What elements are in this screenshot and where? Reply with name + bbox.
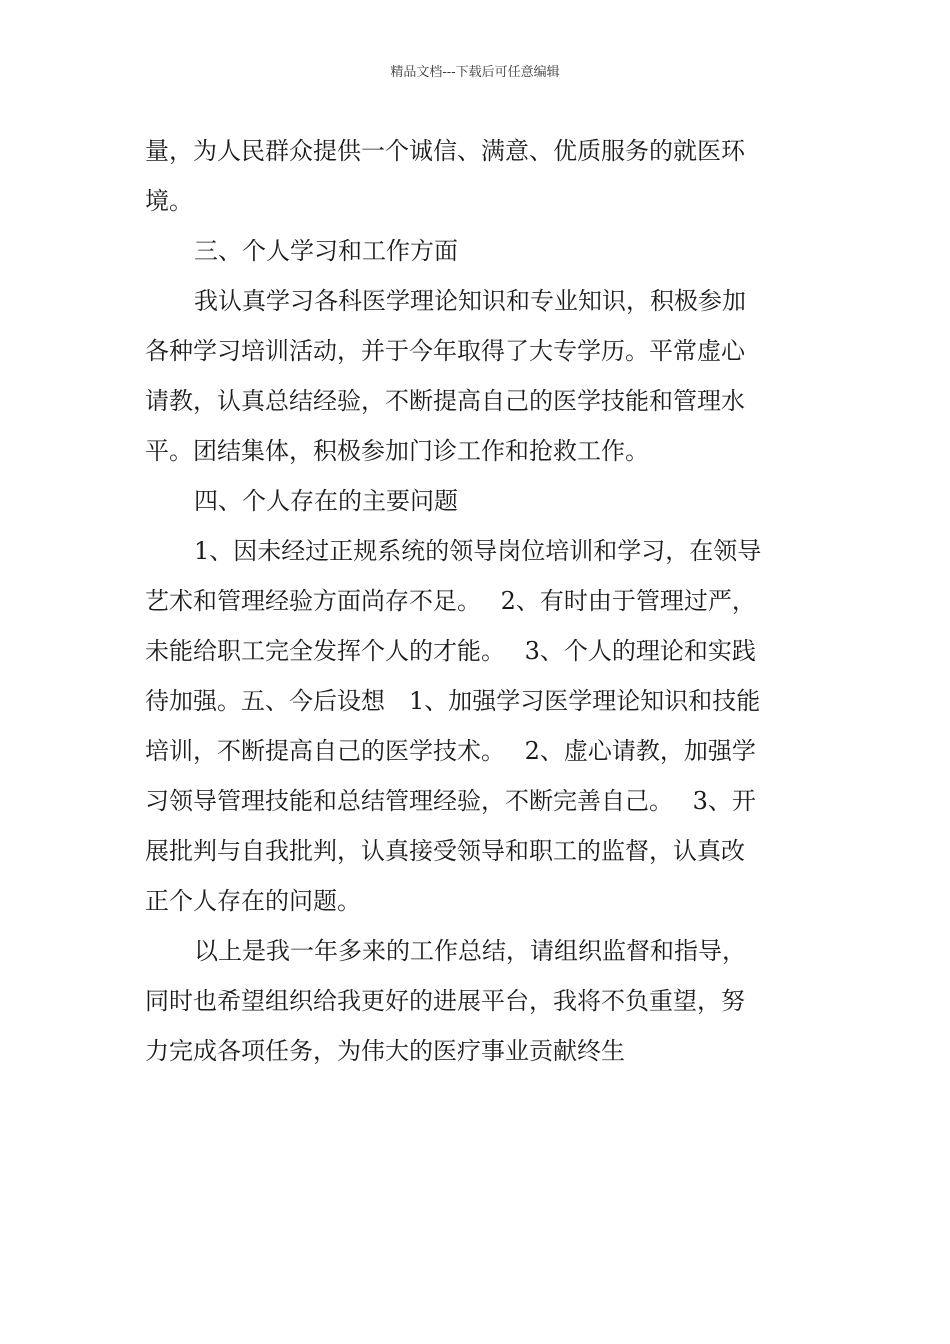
document-body bbox=[145, 126, 807, 1076]
text-line: 我认真学习各科医学理论知识和专业知识，积极参加 bbox=[194, 287, 746, 315]
text-line: 请教，认真总结经验，不断提高自己的医学技能和管理水 bbox=[145, 387, 745, 415]
text-line: 培训，不断提高自己的医学技术。 2、虚心请教，加强学 bbox=[145, 737, 756, 765]
text-line: 1、因未经过正规系统的领导岗位培训和学习，在领导 bbox=[194, 537, 762, 565]
section-heading: 四、个人存在的主要问题 bbox=[194, 487, 458, 515]
text-line: 展批判与自我批判，认真接受领导和职工的监督，认真改 bbox=[145, 837, 745, 865]
text-line: 量，为人民群众提供一个诚信、满意、优质服务的就医环 bbox=[145, 137, 745, 165]
text-line: 各种学习培训活动，并于今年取得了大专学历。平常虚心 bbox=[145, 337, 745, 365]
text-line: 力完成各项任务，为伟大的医疗事业贡献终生 bbox=[145, 1037, 625, 1065]
text-line: 平。团结集体，积极参加门诊工作和抢救工作。 bbox=[145, 437, 649, 465]
text-line: 习领导管理技能和总结管理经验，不断完善自己。 3、开 bbox=[145, 787, 756, 815]
section-heading: 三、个人学习和工作方面 bbox=[194, 237, 458, 265]
text-line: 艺术和管理经验方面尚存不足。 2、有时由于管理过严， bbox=[145, 587, 756, 615]
text-line: 正个人存在的问题。 bbox=[145, 887, 361, 915]
text-line: 以上是我一年多来的工作总结，请组织监督和指导， bbox=[194, 937, 746, 965]
text-line: 待加强。五、今后设想 1、加强学习医学理论知识和技能 bbox=[145, 687, 761, 715]
text-line: 境。 bbox=[145, 187, 193, 215]
text-line: 同时也希望组织给我更好的进展平台，我将不负重望，努 bbox=[145, 987, 745, 1015]
page-header: 精品文档---下载后可任意编辑 bbox=[390, 65, 560, 80]
text-line: 未能给职工完全发挥个人的才能。 3、个人的理论和实践 bbox=[145, 637, 756, 665]
